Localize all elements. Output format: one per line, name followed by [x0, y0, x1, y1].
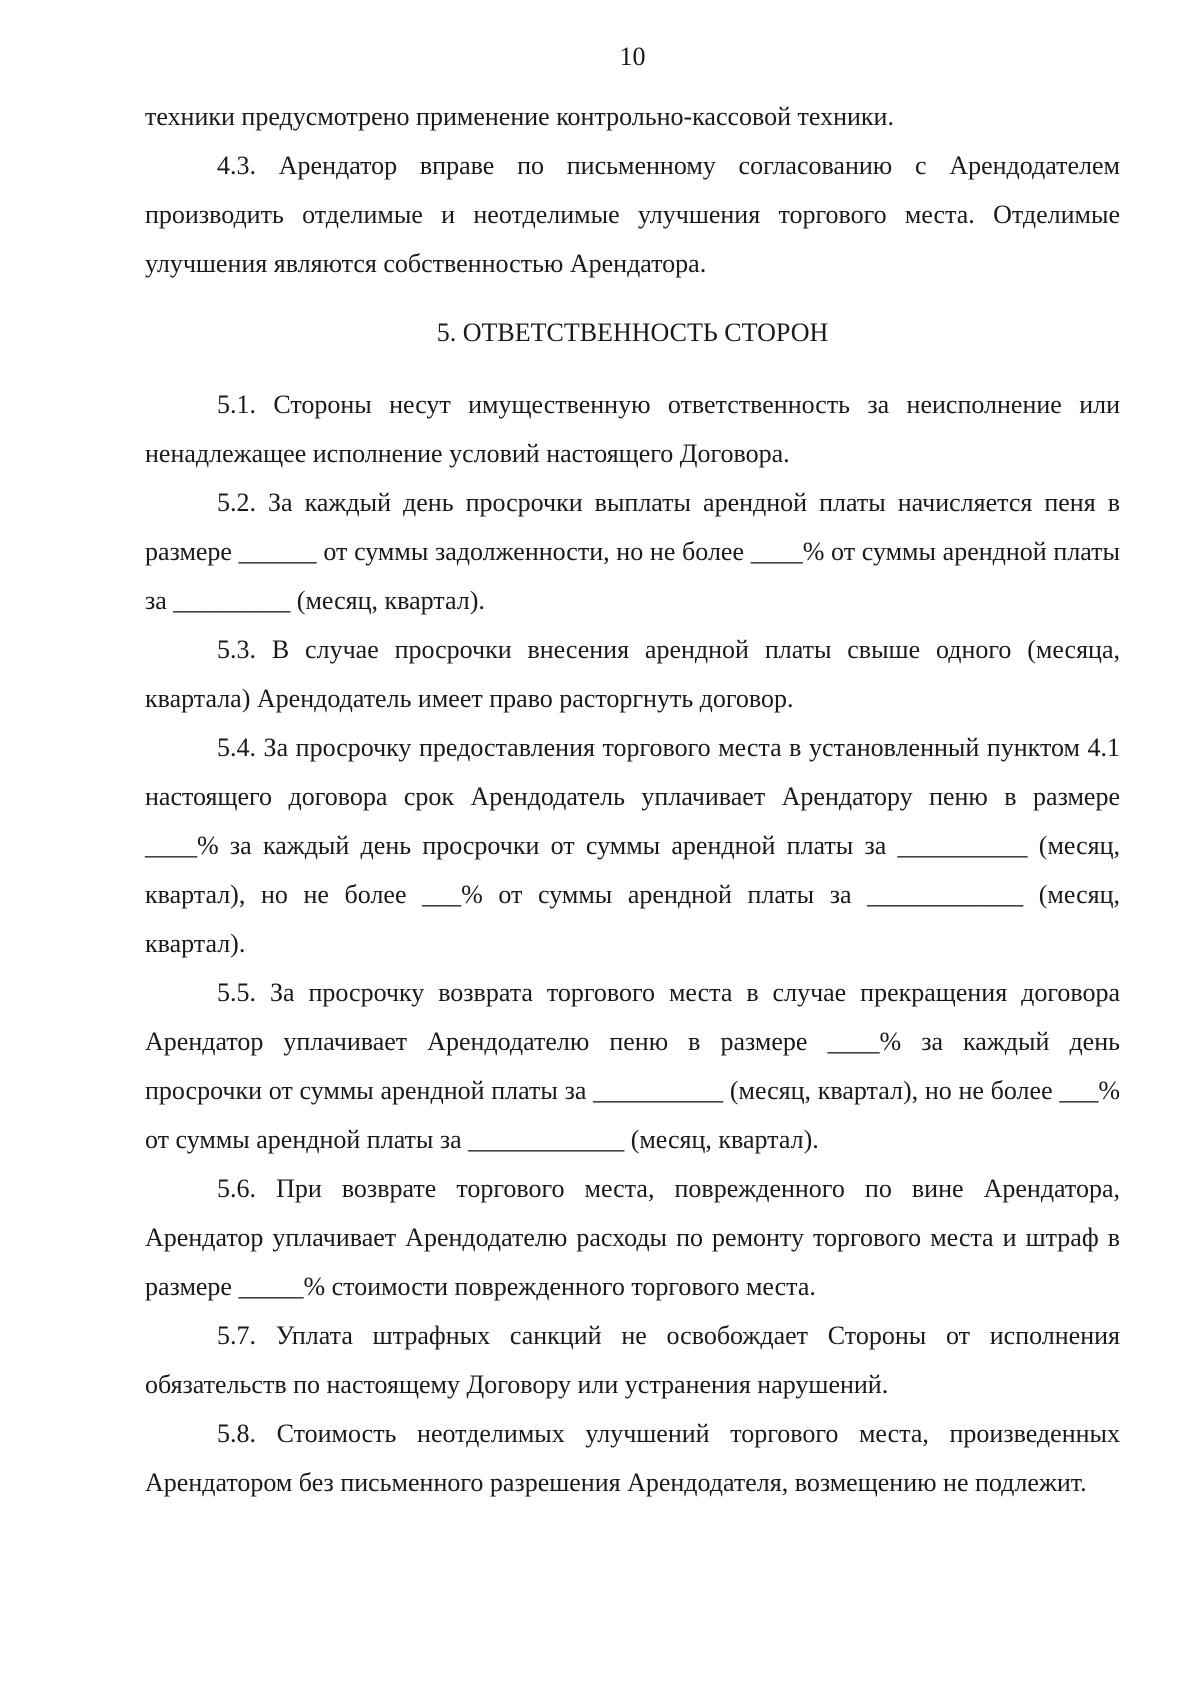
paragraph-continuation: техники предусмотрено применение контрольно-кассовой техники.	[145, 102, 894, 131]
paragraph-5-1: 5.1. Стороны несут имущественную ответственность за неисполнение или ненадлежащее исполнение условий настоящего Договора.	[145, 390, 1120, 468]
paragraph-5-8: 5.8. Стоимость неотделимых улучшений торгового места, произведенных Арендатором без письменного разрешения Арендодателя, возмещению не подлежит.	[145, 1419, 1120, 1497]
document-page	[145, 40, 1120, 1507]
section-title: 5. ОТВЕТСТВЕННОСТЬ СТОРОН	[436, 318, 829, 347]
paragraph-5-3: 5.3. В случае просрочки внесения арендной платы свыше одного (месяца, квартала) Арендодатель имеет право расторгнуть договор.	[145, 635, 1120, 713]
paragraph-5-4: 5.4. За просрочку предоставления торгового места в установленный пунктом 4.1 настоящего договора срок Арендодатель уплачивает Арендатору пеню в размере ____% за каждый день просрочки от суммы арендной платы за __________ (месяц, квартал), но не более ___% от суммы арендной платы за ____________ (месяц, квартал).	[145, 733, 1120, 958]
paragraph-5-7: 5.7. Уплата штрафных санкций не освобождает Стороны от исполнения обязательств по настоящему Договору или устранения нарушений.	[145, 1321, 1120, 1399]
paragraph-5-5: 5.5. За просрочку возврата торгового места в случае прекращения договора Арендатор уплачивает Арендодателю пеню в размере ____% за каждый день просрочки от суммы арендной платы за __________ (месяц, квартал), но не более ___% от суммы арендной платы за ____________ (месяц, квартал).	[145, 978, 1120, 1154]
paragraph-4-3: 4.3. Арендатор вправе по письменному согласованию с Арендодателем производить отделимые и неотделимые улучшения торгового места. Отделимые улучшения являются собственностью Арендатора.	[145, 151, 1120, 278]
page-number: 10	[619, 42, 646, 71]
paragraph-5-2: 5.2. За каждый день просрочки выплаты арендной платы начисляется пеня в размере ______ от суммы задолженности, но не более ____% от суммы арендной платы за _________ (месяц, квартал).	[145, 488, 1120, 615]
paragraph-5-6: 5.6. При возврате торгового места, поврежденного по вине Арендатора, Арендатор уплачивает Арендодателю расходы по ремонту торгового места и штраф в размере _____% стоимости поврежденного торгового места.	[145, 1174, 1120, 1301]
